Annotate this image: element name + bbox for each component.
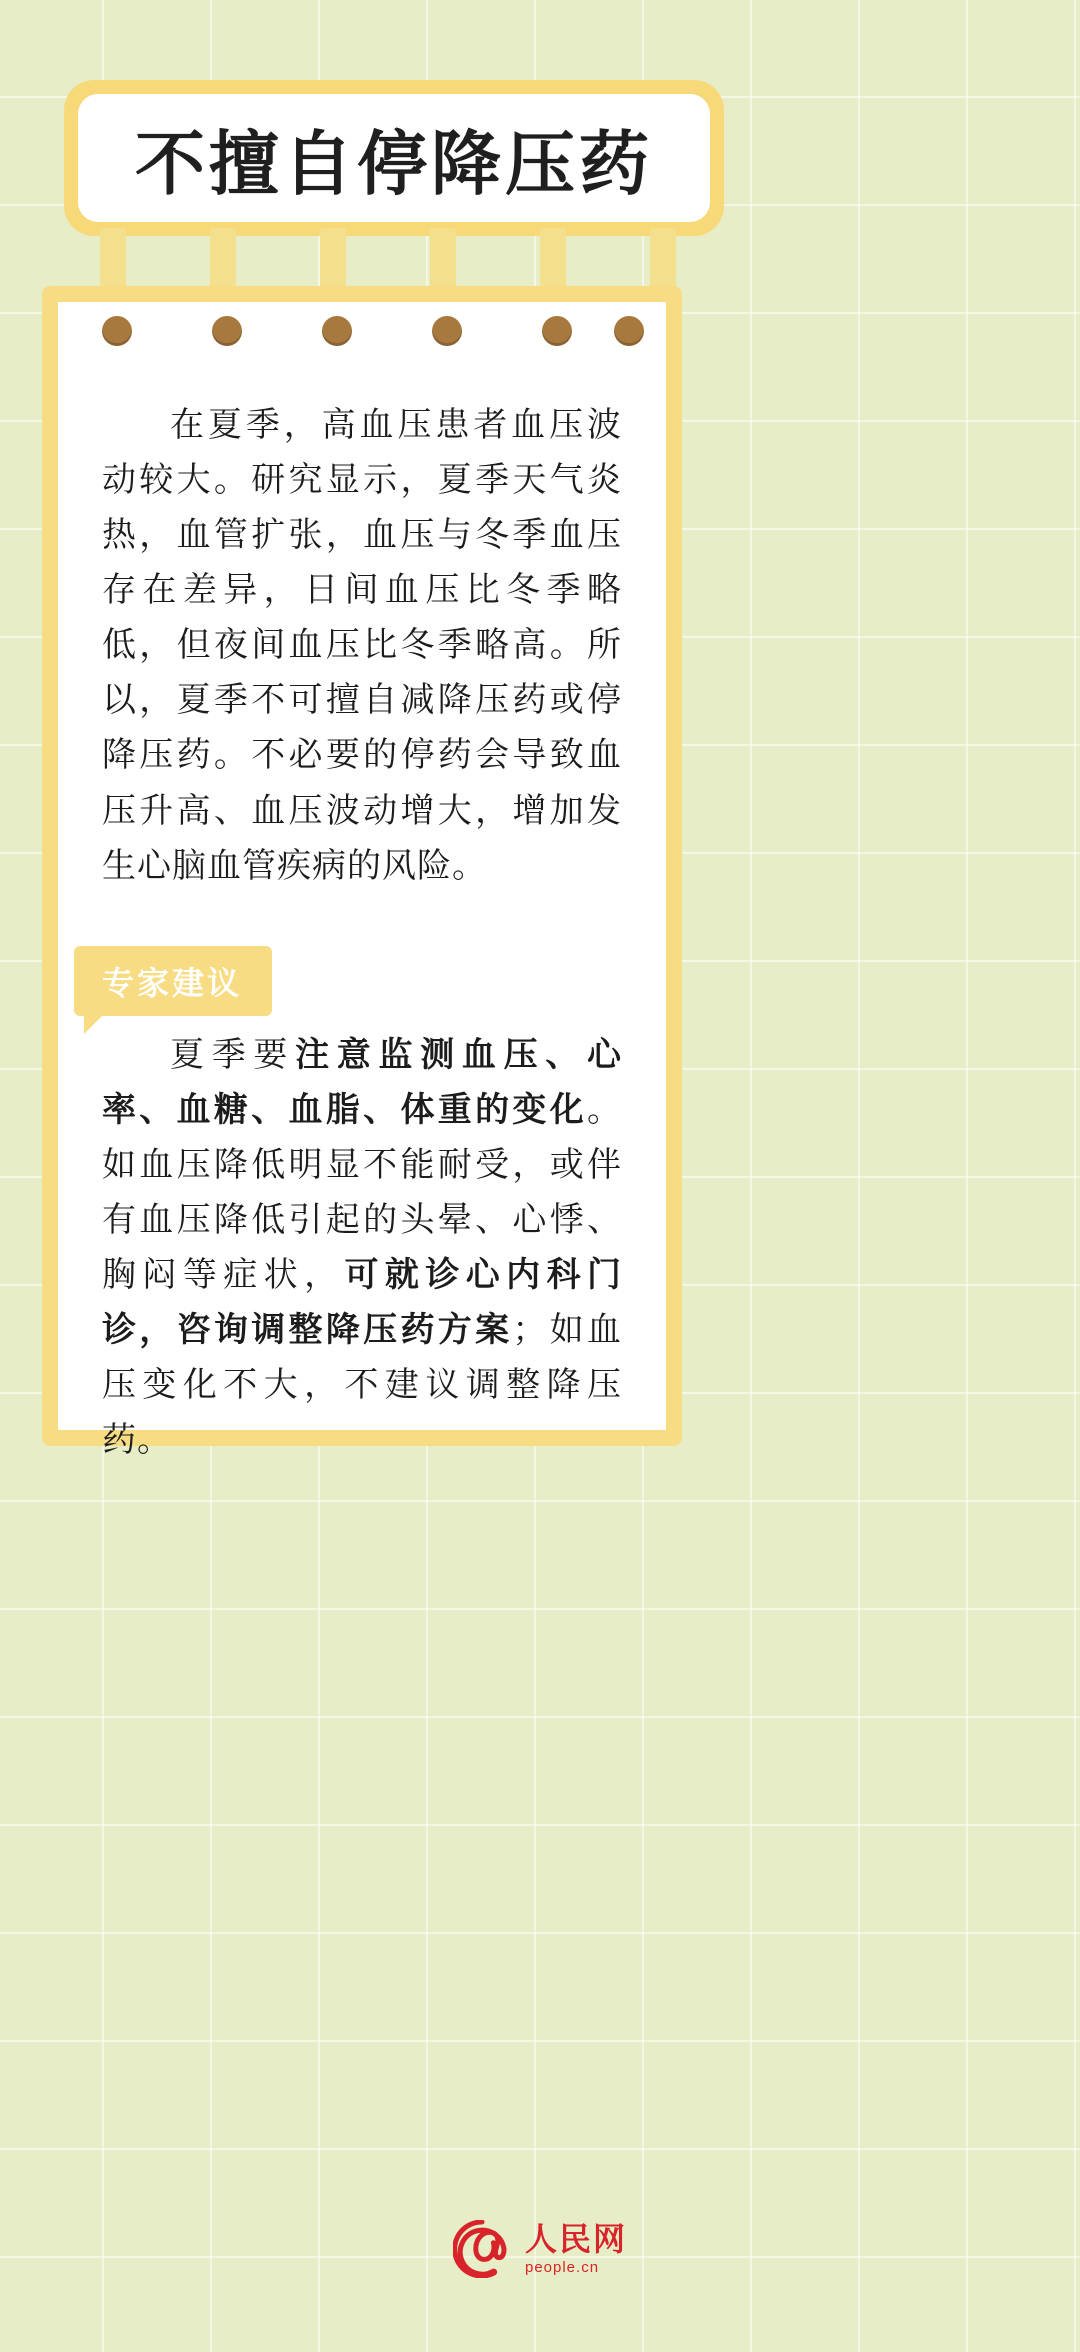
advice-text-1: 夏季要 xyxy=(170,1035,296,1074)
content-card-frame xyxy=(42,286,682,1460)
intro-paragraph: 在夏季，高血压患者血压波动较大。研究显示，夏季天气炎热，血管扩张，血压与冬季血压存在差异，日间血压比冬季略低，但夜间血压比冬季略高。所以，夏季不可擅自减降压药或停降压药。不必要的停药会导致血压升高、血压波动增大，增加发生心脑血管疾病的风险。 xyxy=(102,406,622,885)
content-card xyxy=(58,302,666,1460)
page-title: 不擅自停降压药 xyxy=(135,121,653,205)
people-cn-logo-text xyxy=(524,2220,627,2276)
ring-5 xyxy=(542,316,572,346)
logo-english-name: people.cn xyxy=(524,2259,600,2276)
expert-advice-tag xyxy=(74,946,272,1016)
advice-bold-1: 注意监测血压、心率、血糖、血脂、体重的变化 xyxy=(102,1035,623,1129)
advice-text-2: 。如血压降低明显不能耐受，或伴有血压降低引起的头晕、心悸、胸闷等症状， xyxy=(102,1090,622,1295)
people-cn-logo-icon xyxy=(453,2220,511,2278)
ring-3 xyxy=(322,316,352,346)
advice-text-3: ；如血压变化不大，不建议调整降压药。 xyxy=(102,1311,623,1460)
binder-ring-group xyxy=(58,316,666,356)
expert-advice-tag-label: 专家建议 xyxy=(102,964,243,1001)
ring-1 xyxy=(102,316,132,346)
logo-chinese-name: 人民网 xyxy=(524,2220,627,2258)
footer-logo xyxy=(0,2220,1080,2278)
ring-2 xyxy=(212,316,242,346)
advice-bold-2: 可就诊心内科门诊，咨询调整降压药方案 xyxy=(102,1256,622,1350)
poster-title-plaque xyxy=(64,80,724,236)
ring-6 xyxy=(614,316,644,346)
ring-4 xyxy=(432,316,462,346)
poster-title-inner xyxy=(78,94,710,222)
advice-paragraph xyxy=(102,1028,622,1469)
